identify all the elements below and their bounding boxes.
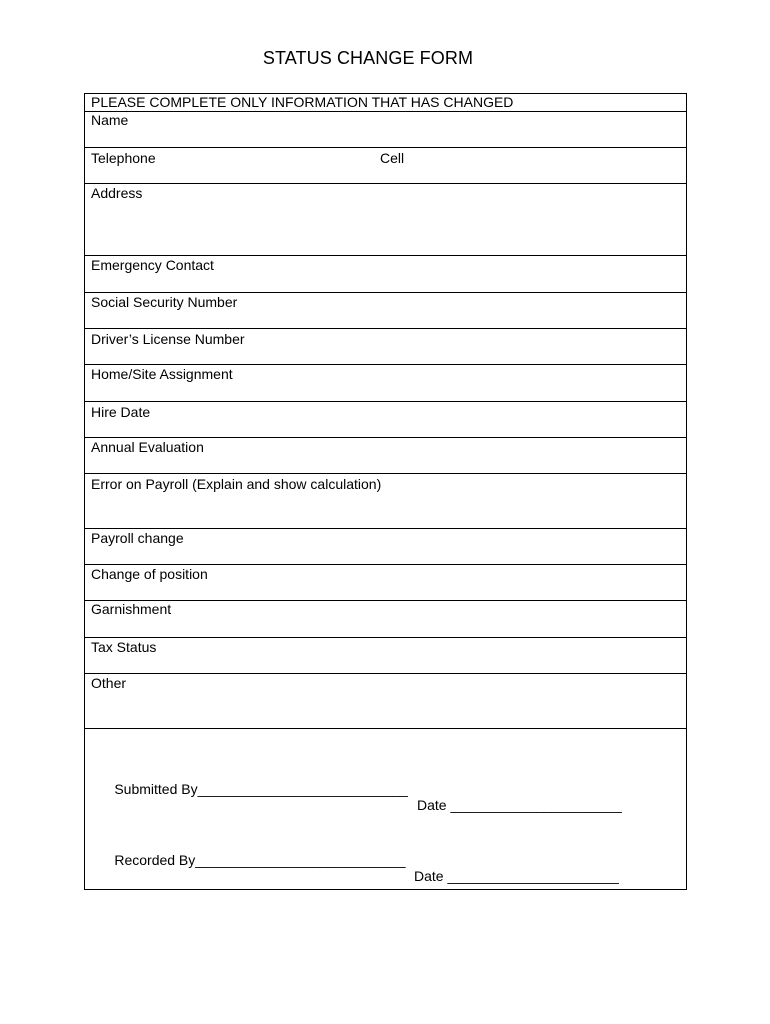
other-label: Other bbox=[91, 675, 127, 691]
status-change-form bbox=[84, 93, 687, 890]
other-field[interactable] bbox=[85, 674, 686, 729]
recorded-date-text: Date ______________________ bbox=[414, 868, 619, 884]
name-label: Name bbox=[91, 112, 129, 128]
address-label: Address bbox=[91, 185, 143, 201]
submitted-date-text: Date ______________________ bbox=[417, 797, 622, 813]
home-site-label: Home/Site Assignment bbox=[91, 366, 233, 382]
cell-label: Cell bbox=[380, 150, 405, 166]
ssn-label: Social Security Number bbox=[91, 294, 238, 310]
annual-evaluation-field[interactable] bbox=[85, 438, 686, 474]
annual-evaluation-label: Annual Evaluation bbox=[91, 439, 204, 455]
recorded-by-text: Recorded By___________________________ bbox=[114, 852, 406, 868]
home-site-field[interactable] bbox=[85, 365, 686, 402]
address-field[interactable] bbox=[85, 184, 686, 256]
telephone-label: Telephone bbox=[91, 150, 156, 166]
instruction-row bbox=[85, 94, 686, 112]
tax-status-label: Tax Status bbox=[91, 639, 157, 655]
signature-section bbox=[85, 729, 686, 889]
instruction-text: PLEASE COMPLETE ONLY INFORMATION THAT HAS CHANGED bbox=[91, 94, 514, 110]
payroll-change-label: Payroll change bbox=[91, 530, 184, 546]
recorded-by-line[interactable] bbox=[91, 836, 619, 900]
payroll-error-label: Error on Payroll (Explain and show calculation) bbox=[91, 476, 382, 492]
tax-status-field[interactable] bbox=[85, 638, 686, 674]
telephone-row[interactable] bbox=[85, 148, 686, 184]
submitted-by-text: Submitted By___________________________ bbox=[114, 781, 408, 797]
change-position-field[interactable] bbox=[85, 565, 686, 601]
emergency-contact-field[interactable] bbox=[85, 256, 686, 293]
drivers-license-field[interactable] bbox=[85, 329, 686, 365]
change-position-label: Change of position bbox=[91, 566, 208, 582]
hire-date-field[interactable] bbox=[85, 402, 686, 438]
submitted-by-line[interactable] bbox=[91, 765, 622, 829]
form-title: STATUS CHANGE FORM bbox=[262, 48, 474, 68]
garnishment-label: Garnishment bbox=[91, 601, 172, 617]
name-field[interactable] bbox=[85, 112, 686, 148]
drivers-license-label: Driver’s License Number bbox=[91, 331, 245, 347]
payroll-change-field[interactable] bbox=[85, 529, 686, 565]
payroll-error-field[interactable] bbox=[85, 474, 686, 529]
garnishment-field[interactable] bbox=[85, 601, 686, 638]
ssn-field[interactable] bbox=[85, 293, 686, 329]
emergency-contact-label: Emergency Contact bbox=[91, 257, 214, 273]
hire-date-label: Hire Date bbox=[91, 404, 151, 420]
